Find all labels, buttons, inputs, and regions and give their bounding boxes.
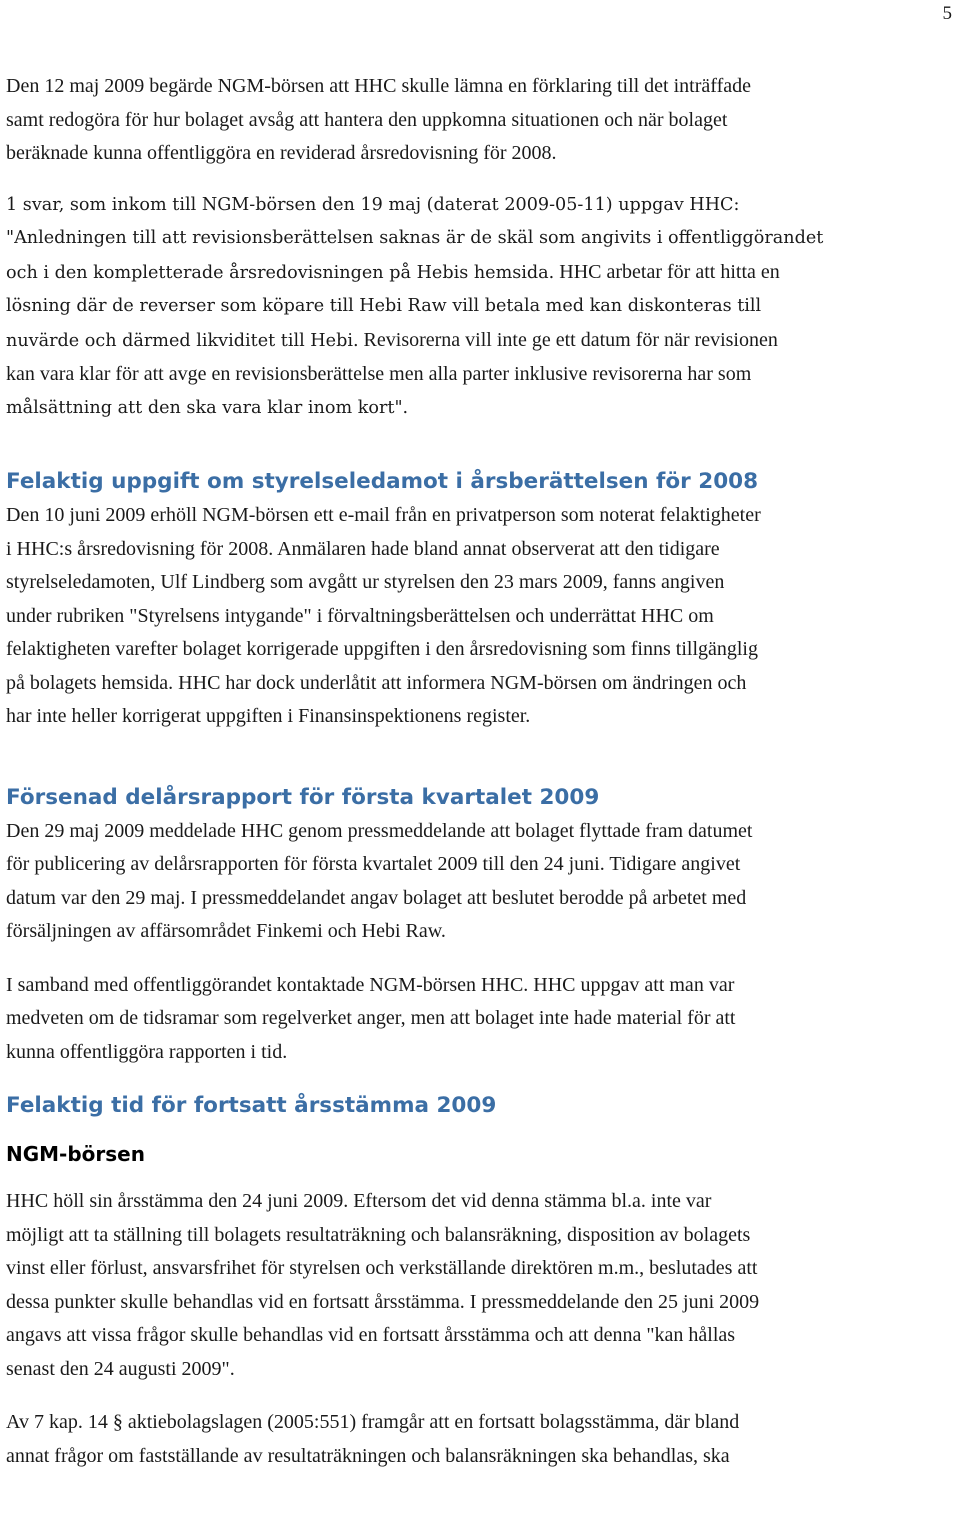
text-line: [6, 324, 956, 359]
text-line: Den 10 juni 2009 erhöll NGM-börsen ett e-mail från en privatperson som noterat felaktigheter: [6, 504, 761, 526]
text-line: I samband med offentliggörandet kontaktade NGM-börsen HHC. HHC uppgav att man var: [6, 973, 735, 996]
paragraph-law: [6, 1406, 956, 1473]
text-line: felaktigheten varefter bolaget korrigerade uppgiften i den årsredovisning som finns tillgänglig: [6, 638, 758, 660]
text-line: i HHC:s årsredovisning för 2008. Anmälaren hade bland annat observerat att den tidigare: [6, 537, 720, 560]
text-line: lösning där de reverser som köpare till Hebi Raw vill betala med kan diskonteras till: [6, 296, 762, 316]
text-segment: nuvärde och därmed likviditet till Hebi.: [6, 330, 359, 351]
text-line: Av 7 kap. 14 § aktiebolagslagen (2005:551) framgår att en fortsatt bolagsstämma, där bland: [6, 1411, 740, 1433]
paragraph-answer: [6, 189, 956, 426]
text-line: samt redogöra för hur bolaget avsåg att hantera den uppkomna situationen och när bolaget: [6, 108, 728, 131]
text-line: "Anledningen till att revisionsberättelsen saknas är de skäl som angivits i offentliggörandet: [6, 228, 824, 248]
text-line: för publicering av delårsrapporten för första kvartalet 2009 till den 24 juni. Tidigare angivet: [6, 853, 741, 875]
paragraph-agm: [6, 1185, 956, 1386]
text-line: styrelseledamoten, Ulf Lindberg som avgått ur styrelsen den 23 mars 2009, fanns angiven: [6, 571, 725, 593]
section-heading-agm: Felaktig tid för fortsatt årsstämma 2009: [6, 1093, 497, 1118]
text-line: [6, 256, 956, 291]
text-line: senast den 24 augusti 2009".: [6, 1357, 235, 1380]
paragraph-contact: [6, 969, 956, 1070]
text-line: under rubriken "Styrelsens intygande" i förvaltningsberättelsen och underrättat HHC om: [6, 604, 714, 627]
section-heading-board-member: Felaktig uppgift om styrelseledamot i årsberättelsen för 2008: [6, 469, 759, 494]
text-segment: Revisorerna vill inte ge ett datum för när revisionen: [358, 328, 778, 351]
text-segment: och i den kompletterade årsredovisningen på Hebis hemsida.: [6, 262, 555, 283]
text-line: HHC höll sin årsstämma den 24 juni 2009. Eftersom det vid denna stämma bl.a. inte var: [6, 1190, 712, 1212]
text-line: datum var den 29 maj. I pressmeddelandet angav bolaget att beslutet berodde på arbetet med: [6, 886, 747, 909]
paragraph-board-member: [6, 499, 956, 734]
paragraph-request: [6, 70, 956, 171]
text-line: beräknade kunna offentliggöra en reviderad årsredovisning för 2008.: [6, 142, 557, 164]
document-body: [6, 70, 956, 1473]
paragraph-interim-report: [6, 815, 956, 949]
text-line: möjligt att ta ställning till bolagets resultaträkning och balansräkning, disposition av bolagets: [6, 1223, 751, 1246]
section-heading-interim-report: Försenad delårsrapport för första kvartalet 2009: [6, 784, 600, 810]
text-line: medveten om de tidsramar som regelverket anger, men att bolaget inte hade material för att: [6, 1007, 736, 1029]
text-line: försäljningen av affärsområdet Finkemi och Hebi Raw.: [6, 920, 446, 942]
text-line: Den 29 maj 2009 meddelade HHC genom pressmeddelande att bolaget flyttade fram datumet: [6, 819, 753, 842]
subheading-ngm: NGM-börsen: [6, 1142, 145, 1166]
text-line: på bolagets hemsida. HHC har dock underlåtit att informera NGM-börsen om ändringen och: [6, 671, 747, 694]
text-line: kunna offentliggöra rapporten i tid.: [6, 1040, 288, 1063]
text-line: kan vara klar för att avge en revisionsberättelse men alla parter inklusive revisorerna har som: [6, 363, 752, 385]
text-segment: HHC arbetar för att hitta en: [554, 260, 780, 283]
text-line: dessa punkter skulle behandlas vid en fortsatt årsstämma. I pressmeddelande den 25 juni 2009: [6, 1290, 760, 1313]
text-line: annat frågor om fastställande av resultaträkningen och balansräkningen ska behandlas, ska: [6, 1444, 730, 1467]
text-line: vinst eller förlust, ansvarsfrihet för styrelsen och verkställande direktören m.m., beslutades att: [6, 1257, 758, 1279]
text-line: 1 svar, som inkom till NGM-börsen den 19 maj (daterat 2009-05-11) uppgav HHC:: [6, 194, 740, 215]
page-number: 5: [942, 3, 952, 24]
text-line: har inte heller korrigerat uppgiften i Finansinspektionens register.: [6, 705, 531, 727]
text-line: Den 12 maj 2009 begärde NGM-börsen att HHC skulle lämna en förklaring till det inträffade: [6, 75, 751, 97]
text-line: angavs att vissa frågor skulle behandlas vid en fortsatt årsstämma och att denna "kan hållas: [6, 1324, 736, 1346]
text-line: målsättning att den ska vara klar inom kort".: [6, 397, 409, 418]
